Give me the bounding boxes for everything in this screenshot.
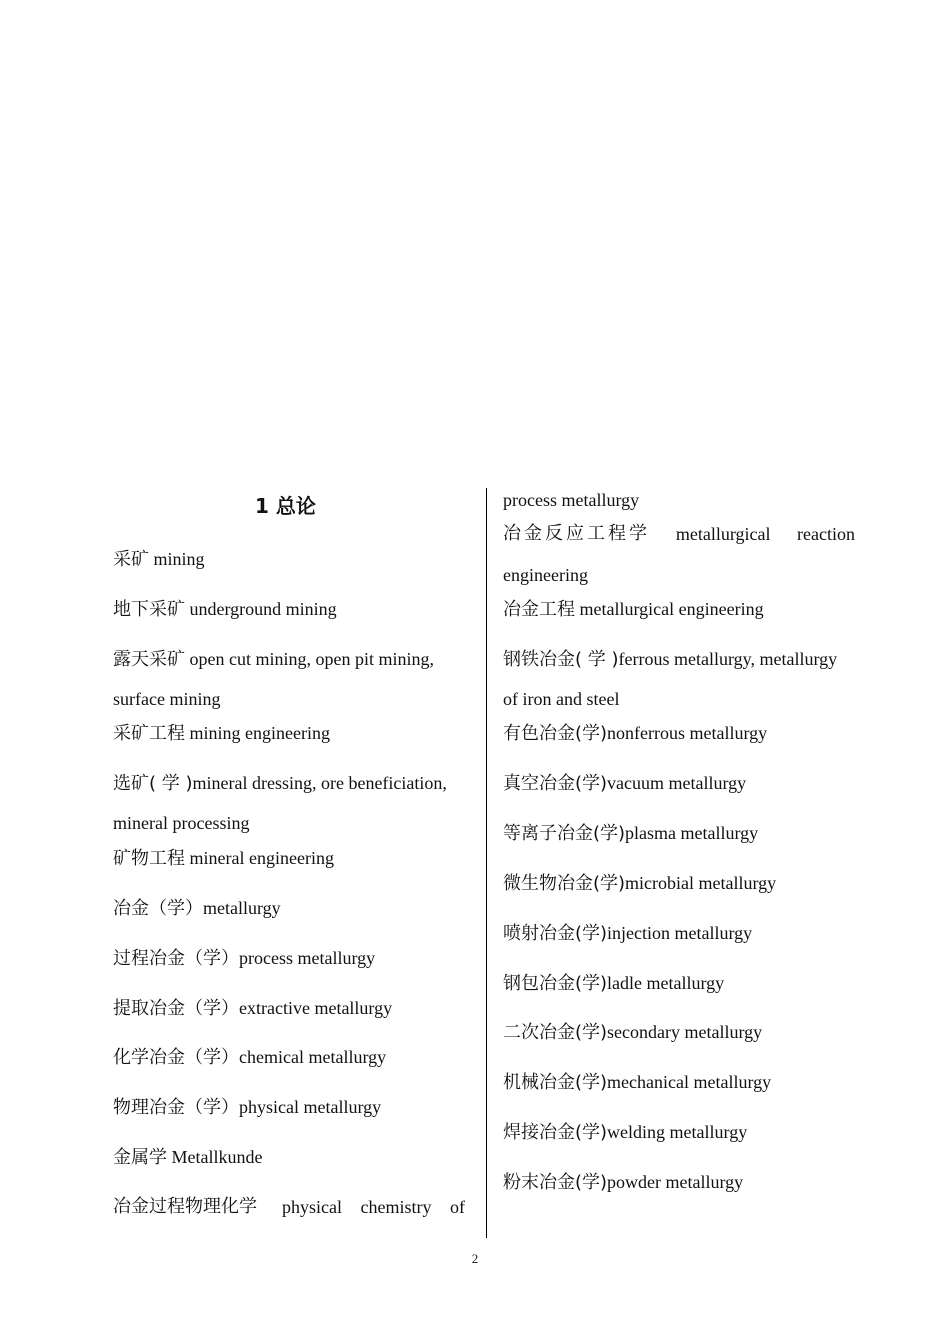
term-en: metallurgy [203,898,281,918]
term-entry-continued [503,687,619,711]
term-entry [113,946,375,971]
term-en: ferrous metallurgy, metallurgy [618,649,838,669]
term-en: process metallurgy [503,490,640,510]
term-zh: 有色冶金(学) [503,723,608,744]
term-entry [113,1095,381,1120]
term-en: engineering [503,565,588,585]
term-entry [503,647,837,672]
term-entry [113,1145,262,1170]
term-en: mining [149,549,205,569]
term-en: of iron and steel [503,689,620,709]
term-entry [113,647,434,672]
term-en: vacuum metallurgy [607,773,747,793]
term-zh: 微生物冶金(学) [503,873,626,894]
term-entry-continued [503,488,639,512]
term-en: mineral engineering [185,848,334,868]
term-en: metallurgical reaction [675,524,855,544]
term-zh: 冶金反应工程学 [503,523,650,544]
term-zh: 过程冶金（学） [113,948,239,969]
term-en: metallurgical engineering [575,599,764,619]
term-entry [113,996,392,1021]
term-entry [503,821,758,846]
term-entry-continued [113,811,249,835]
term-entry [503,971,724,996]
term-zh: 冶金工程 [503,599,575,620]
term-en: underground mining [185,599,337,619]
term-en: extractive metallurgy [239,998,393,1018]
term-zh: 二次冶金(学) [503,1022,608,1043]
term-entry [113,721,330,746]
term-zh: 钢包冶金(学) [503,973,608,994]
section-title: 1 总论 [255,494,316,518]
term-entry [503,1120,747,1145]
term-en: microbial metallurgy [625,873,777,893]
term-zh: 物理冶金（学） [113,1097,239,1118]
term-en: secondary metallurgy [607,1022,763,1042]
term-entry [503,721,767,746]
term-entry [503,871,776,896]
term-zh: 钢铁冶金( 学 ) [503,649,619,670]
term-entry [503,522,855,546]
term-entry [503,1070,771,1095]
column-divider [486,488,487,1238]
term-entry [503,921,752,946]
term-en: plasma metallurgy [625,823,759,843]
term-entry [113,597,337,622]
term-en: welding metallurgy [607,1122,748,1142]
term-entry [113,896,281,921]
term-zh: 粉末冶金(学) [503,1172,608,1193]
term-entry [503,771,746,796]
term-entry [113,846,334,871]
term-zh: 冶金过程物理化学 [113,1196,257,1217]
term-en: mineral processing [113,813,250,833]
term-zh: 提取冶金（学） [113,998,239,1019]
term-zh: 采矿工程 [113,723,185,744]
term-entry-continued [503,563,588,587]
term-entry [113,1045,386,1070]
term-en: surface mining [113,689,221,709]
term-en: mining engineering [185,723,330,743]
term-entry [113,771,447,796]
term-en: chemical metallurgy [239,1047,387,1067]
term-entry [503,597,764,622]
term-en: process metallurgy [239,948,376,968]
term-zh: 焊接冶金(学) [503,1122,608,1143]
term-en: nonferrous metallurgy [607,723,768,743]
term-en: injection metallurgy [607,923,753,943]
term-entry-continued [113,687,220,711]
term-en: mechanical metallurgy [607,1072,772,1092]
term-zh: 喷射冶金(学) [503,923,608,944]
term-zh: 冶金（学） [113,898,203,919]
term-en: mineral dressing, ore beneficiation, [192,773,447,793]
term-zh: 等离子冶金(学) [503,823,626,844]
term-entry [113,547,205,572]
term-en: physical metallurgy [239,1097,382,1117]
term-en: Metallkunde [167,1147,263,1167]
term-zh: 矿物工程 [113,848,185,869]
term-zh: 露天采矿 [113,649,185,670]
term-en: physical chemistry of [282,1197,465,1217]
term-zh: 地下采矿 [113,599,185,620]
term-zh: 选矿( 学 ) [113,773,193,794]
term-zh: 采矿 [113,549,149,570]
term-zh: 化学冶金（学） [113,1047,239,1068]
term-zh: 金属学 [113,1147,167,1168]
term-entry [503,1170,743,1195]
term-en: ladle metallurgy [607,973,725,993]
term-entry [503,1020,762,1045]
term-en: open cut mining, open pit mining, [185,649,434,669]
term-zh: 真空冶金(学) [503,773,608,794]
term-zh: 机械冶金(学) [503,1072,608,1093]
page-number: 2 [471,1251,479,1266]
term-en: powder metallurgy [607,1172,744,1192]
term-entry [113,1195,465,1219]
